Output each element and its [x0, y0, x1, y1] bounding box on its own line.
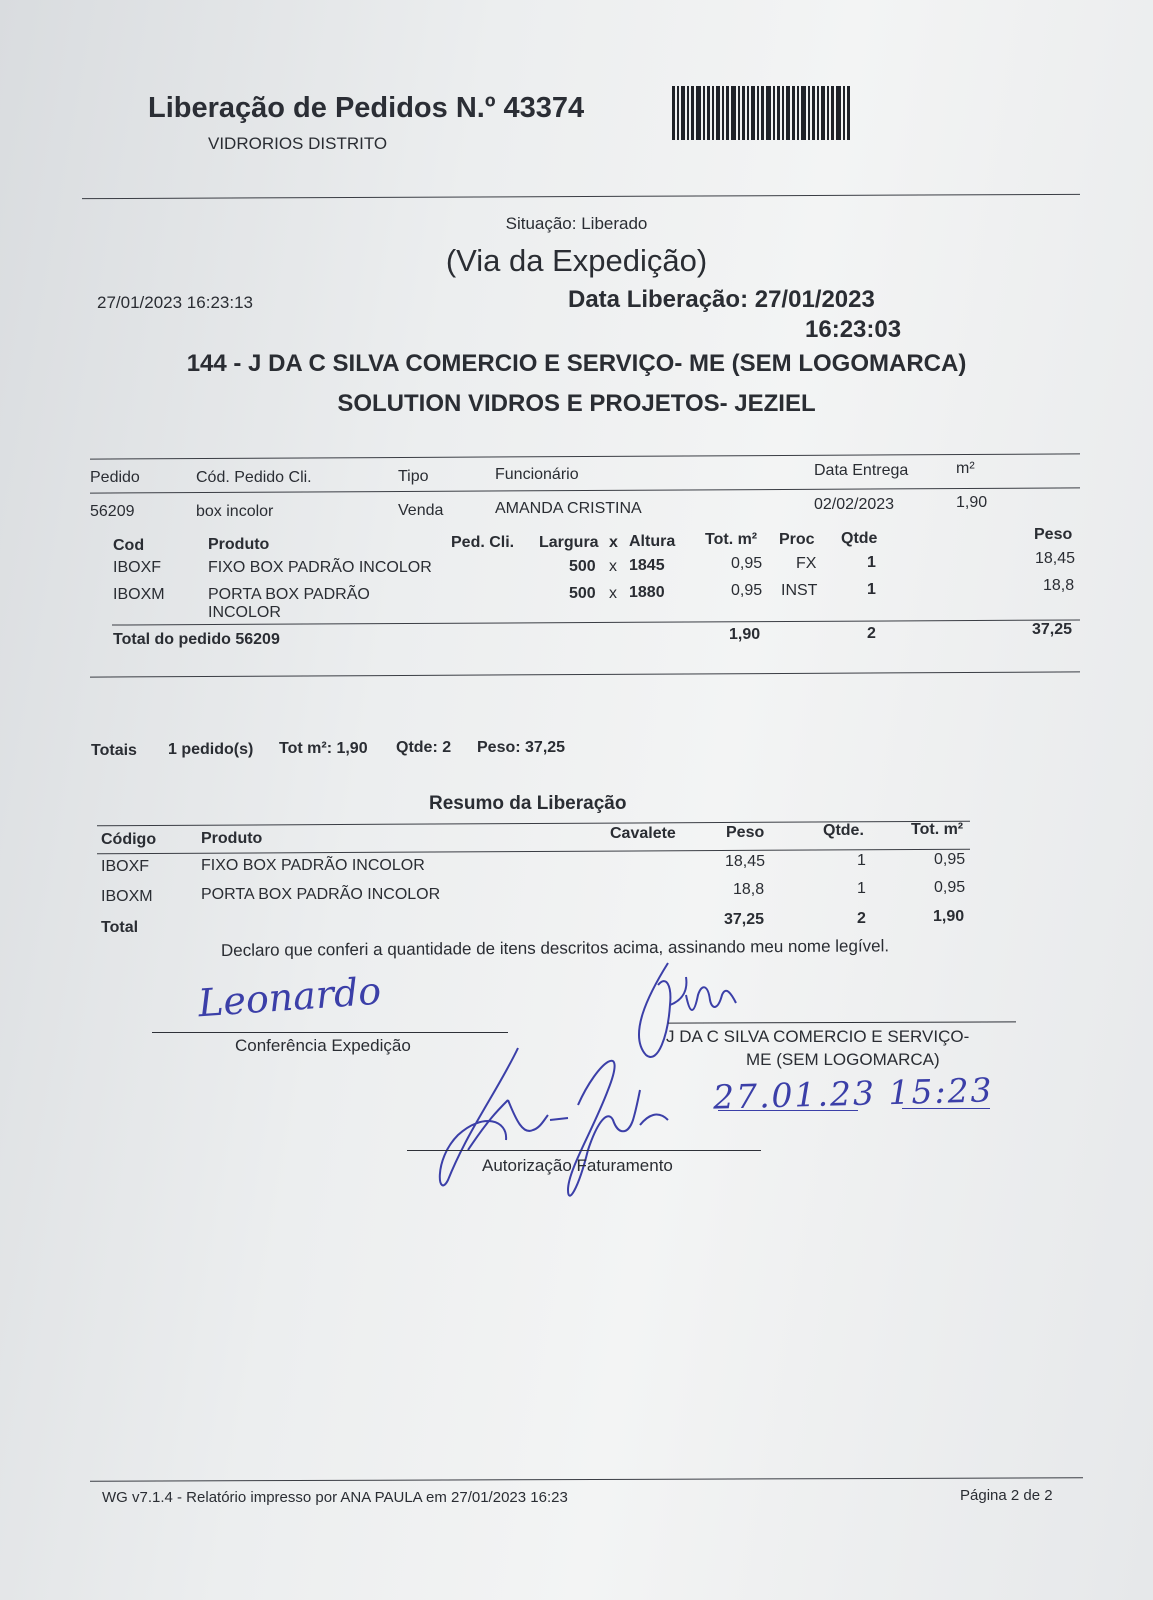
item-altura: 1845 [629, 557, 665, 574]
item-header-altura: Altura [629, 533, 676, 550]
item-header-tot-m2: Tot. m² [705, 531, 758, 548]
item-largura: 500 [569, 558, 596, 575]
summary-header-border [97, 849, 970, 855]
signature-conferencia: Leonardo [196, 968, 383, 1026]
item-altura: 1880 [629, 584, 665, 601]
summary-header-peso: Peso [726, 824, 765, 841]
item-tot-m2: 0,95 [731, 555, 763, 572]
item-header-peso: Peso [1034, 526, 1073, 543]
order-m2: 1,90 [956, 494, 988, 511]
client-subtitle: SOLUTION VIDROS E PROJETOS- JEZIEL [337, 390, 816, 417]
signature-line-autorizacao [407, 1150, 761, 1151]
status-text: Situação: Liberado [505, 214, 648, 233]
item-peso: 18,8 [1043, 577, 1075, 594]
item-proc: FX [796, 555, 817, 572]
item-header-x: x [609, 534, 618, 551]
printed-datetime: 27/01/2023 16:23:13 [97, 293, 253, 312]
summary-qtde: 1 [857, 880, 866, 897]
summary-qtde: 1 [857, 852, 866, 869]
summary-header-produto: Produto [201, 830, 263, 847]
summary-codigo: IBOXM [101, 888, 153, 905]
item-proc: INST [781, 582, 818, 599]
signature-label-conferencia: Conferência Expedição [235, 1036, 411, 1055]
item-tot-m2: 0,95 [731, 582, 763, 599]
signature-client-date: 27.01.23 15:23 [712, 1070, 995, 1117]
summary-title: Resumo da Liberação [429, 793, 627, 814]
order-cod-pedido-cli: box incolor [196, 503, 274, 520]
summary-codigo: IBOXF [101, 858, 150, 875]
summary-total-qtde: 2 [857, 910, 866, 927]
signature-line-conferencia [152, 1032, 508, 1033]
item-qtde: 1 [867, 581, 876, 598]
col-header-cod-pedido-cli: Cód. Pedido Cli. [196, 469, 312, 486]
totals-label: Totais [91, 742, 137, 759]
copy-type-title: (Via da Expedição) [445, 243, 708, 278]
order-total-peso: 37,25 [1032, 621, 1073, 638]
order-data-entrega: 02/02/2023 [814, 496, 895, 513]
company-name: VIDRORIOS DISTRITO [208, 134, 388, 153]
summary-total-peso: 37,25 [724, 911, 765, 928]
item-cod: IBOXF [113, 559, 162, 576]
summary-produto: FIXO BOX PADRÃO INCOLOR [201, 857, 425, 874]
page-title: Liberação de Pedidos N.º 43374 [148, 92, 585, 124]
item-produto: PORTA BOX PADRÃO [208, 586, 370, 603]
summary-tot-m2: 0,95 [934, 879, 966, 896]
client-name: 144 - J DA C SILVA COMERCIO E SERVIÇO- ME (SEM LOGOMARCA) [186, 350, 967, 377]
item-x: x [609, 558, 617, 575]
col-header-m2: m² [956, 460, 975, 477]
summary-header-cavalete: Cavalete [610, 825, 676, 842]
footer-divider [90, 1477, 1083, 1481]
item-header-largura: Largura [539, 534, 599, 551]
item-header-ped-cli: Ped. Cli. [451, 534, 515, 551]
summary-header-codigo: Código [101, 831, 157, 848]
item-header-proc: Proc [779, 531, 815, 548]
order-total-label: Total do pedido 56209 [113, 631, 280, 648]
totals-peso: Peso: 37,25 [477, 739, 566, 756]
order-pedido: 56209 [90, 503, 135, 520]
footer-print-info: WG v7.1.4 - Relatório impresso por ANA PAULA em 27/01/2023 16:23 [102, 1489, 568, 1506]
signature-label-client-1: J DA C SILVA COMERCIO E SERVIÇO- [666, 1027, 970, 1046]
order-total-m2: 1,90 [729, 626, 761, 643]
signature-label-client-2: ME (SEM LOGOMARCA) [746, 1050, 940, 1069]
item-largura: 500 [569, 585, 596, 602]
item-header-qtde: Qtde [841, 530, 878, 547]
summary-header-qtde: Qtde. [823, 822, 864, 839]
summary-tot-m2: 0,95 [934, 851, 966, 868]
item-produto: FIXO BOX PADRÃO INCOLOR [208, 559, 432, 576]
order-funcionario: AMANDA CRISTINA [495, 500, 642, 517]
summary-header-tot-m2: Tot. m² [911, 821, 964, 838]
col-header-funcionario: Funcionário [495, 466, 579, 483]
signature-label-autorizacao: Autorização Faturamento [482, 1156, 673, 1175]
order-total-qtde: 2 [867, 625, 876, 642]
summary-total-tot-m2: 1,90 [933, 908, 965, 925]
order-tipo: Venda [398, 502, 444, 519]
declaration-text: Declaro que conferi a quantidade de itens descritos acima, assinando meu nome legível. [220, 936, 890, 960]
totals-qtde: Qtde: 2 [396, 739, 452, 756]
item-peso: 18,45 [1035, 550, 1076, 567]
summary-total-label: Total [101, 919, 139, 936]
totals-m2: Tot m²: 1,90 [279, 740, 368, 757]
summary-peso: 18,45 [725, 853, 766, 870]
signature-line-client [668, 1021, 1016, 1023]
item-header-cod: Cod [113, 537, 145, 554]
col-header-pedido: Pedido [90, 469, 140, 486]
item-header-produto: Produto [208, 536, 270, 553]
signature-autorizacao-scribble [428, 1040, 688, 1200]
totals-pedidos: 1 pedido(s) [168, 741, 254, 758]
table-header-border [90, 487, 1080, 493]
col-header-tipo: Tipo [398, 468, 429, 485]
barcode-icon [672, 86, 850, 140]
divider [82, 194, 1080, 199]
item-cod: IBOXM [113, 586, 165, 603]
footer-page-number: Página 2 de 2 [960, 1487, 1053, 1504]
summary-produto: PORTA BOX PADRÃO INCOLOR [201, 886, 441, 903]
release-time: 16:23:03 [805, 316, 902, 343]
table-bottom-border [90, 671, 1080, 677]
handwritten-underline [902, 1108, 990, 1109]
col-header-data-entrega: Data Entrega [814, 462, 909, 479]
release-date: Data Liberação: 27/01/2023 [568, 286, 875, 313]
item-produto-line2: INCOLOR [208, 604, 281, 621]
summary-peso: 18,8 [733, 881, 765, 898]
item-qtde: 1 [867, 554, 876, 571]
handwritten-underline [718, 1110, 858, 1111]
item-x: x [609, 585, 617, 602]
table-top-border [90, 453, 1080, 459]
